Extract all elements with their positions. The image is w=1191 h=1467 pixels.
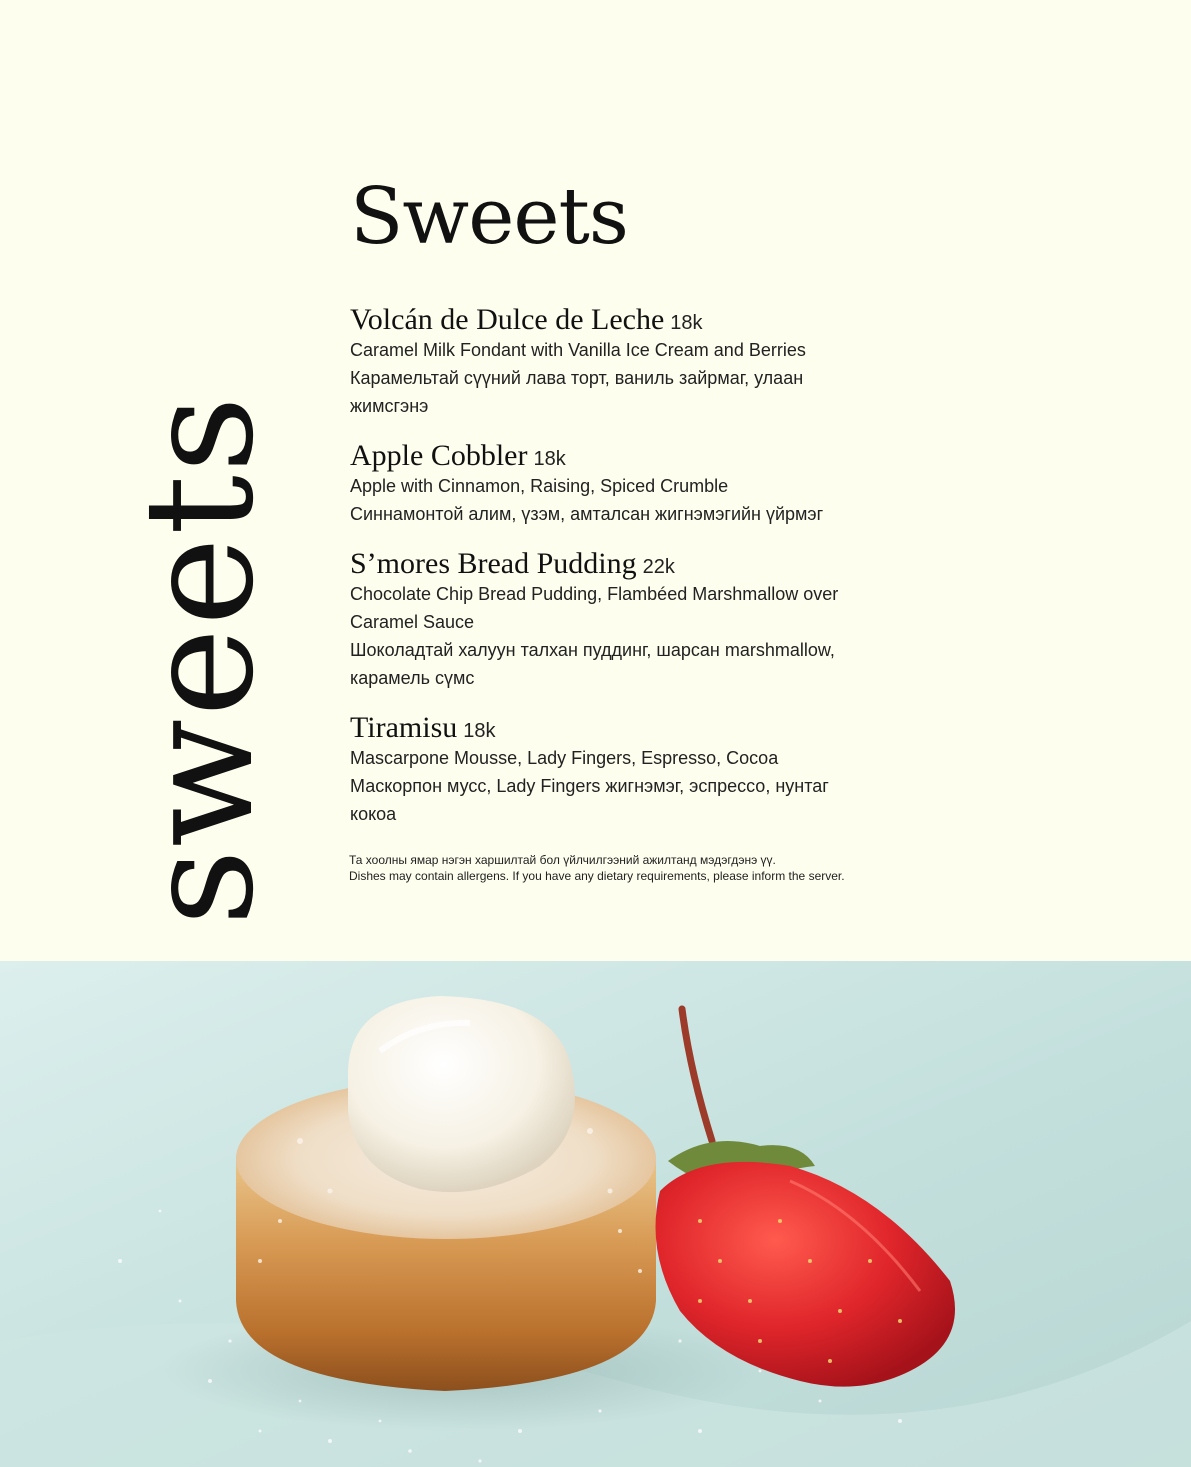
menu-item-header <box>350 304 880 336</box>
menu-items <box>350 304 880 848</box>
menu-item-header <box>350 548 880 580</box>
menu-item <box>350 712 880 828</box>
menu-item-description: жимсгэнэ <box>350 396 429 416</box>
menu-item-price: 18k <box>670 312 703 334</box>
menu-item-name: Volcán de Dulce de Leche <box>350 303 665 336</box>
allergen-note-english: Dishes may contain allergens. If you have any dietary requirements, please inform the server. <box>349 869 845 883</box>
menu-item-header <box>350 440 880 472</box>
menu-item-name: Apple Cobbler <box>350 439 528 472</box>
menu-item-description: Caramel Sauce <box>350 612 475 632</box>
menu-item-description: Mascarpone Mousse, Lady Fingers, Espresso, Cocoa <box>350 748 779 768</box>
menu-item-price: 18k <box>463 720 496 742</box>
menu-item <box>350 440 880 528</box>
dessert-photo <box>0 961 1191 1467</box>
menu-item-description: Chocolate Chip Bread Pudding, Flambéed Marshmallow over <box>350 584 839 604</box>
menu-item-description: Apple with Cinnamon, Raising, Spiced Crumble <box>350 476 729 496</box>
menu-item-name: Tiramisu <box>350 711 458 744</box>
allergen-note-mongolian: Та хоолны ямар нэгэн харшилтай бол үйлчилгээний ажилтанд мэдэгдэнэ үү. <box>349 853 776 867</box>
menu-item-price: 22k <box>642 556 675 578</box>
menu-item-header <box>350 712 880 744</box>
menu-item-description: Синнамонтой алим, үзэм, амталсан жигнэмэгийн үйрмэг <box>350 504 824 524</box>
menu-item-description: Маскорпон мусс, Lady Fingers жигнэмэг, эспрессо, нунтаг <box>350 776 829 796</box>
vertical-title: sweets <box>113 393 287 927</box>
menu-item <box>350 304 880 420</box>
menu-item-description: Caramel Milk Fondant with Vanilla Ice Cream and Berries <box>350 340 806 360</box>
dessert-illustration <box>0 961 1191 1467</box>
page-title: Sweets <box>350 172 628 262</box>
menu-item-description: кокоа <box>350 804 397 824</box>
menu-item <box>350 548 880 692</box>
menu-item-description: Шоколадтай халуун талхан пуддинг, шарсан marshmallow, <box>350 640 835 660</box>
menu-item-description: Карамельтай сүүний лава торт, ваниль зайрмаг, улаан <box>350 368 804 388</box>
menu-item-name: S’mores Bread Pudding <box>350 547 637 580</box>
menu-item-price: 18k <box>533 448 566 470</box>
vertical-title-wrapper <box>113 393 287 927</box>
menu-item-description: карамель сүмс <box>350 668 475 688</box>
allergen-notes <box>349 852 845 884</box>
